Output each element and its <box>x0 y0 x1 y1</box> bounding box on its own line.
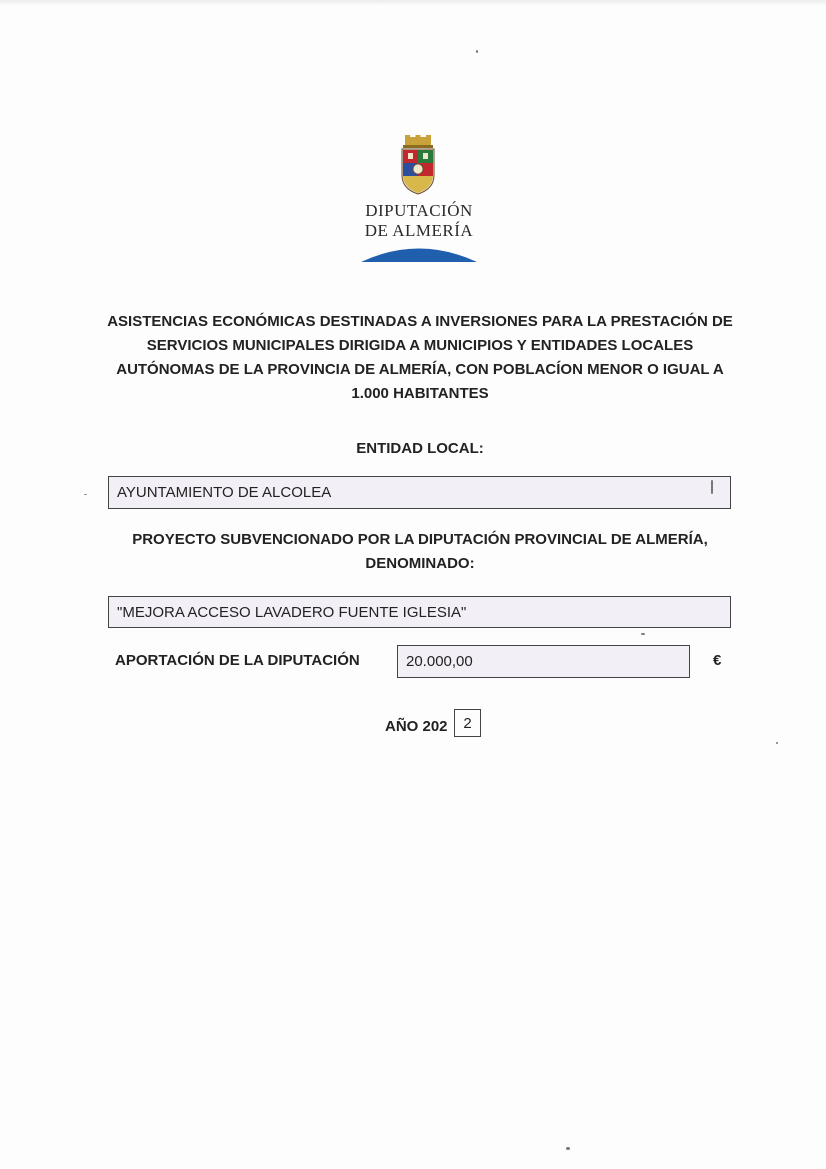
entidad-label: ENTIDAD LOCAL: <box>356 440 484 457</box>
proyecto-label <box>95 528 745 576</box>
title-line-4: 1.000 HABITANTES <box>351 385 489 402</box>
currency-symbol: € <box>713 652 722 669</box>
proyecto-label-line-2: DENOMINADO: <box>365 555 475 572</box>
scan-speck <box>84 494 87 495</box>
logo-text-line-2: DE ALMERÍA <box>364 221 474 240</box>
entidad-value: AYUNTAMIENTO DE ALCOLEA <box>117 484 332 501</box>
scan-speck <box>711 480 713 494</box>
logo-arc-icon <box>361 245 477 263</box>
proyecto-label-line-1: PROYECTO SUBVENCIONADO POR LA DIPUTACIÓN PROVINCIAL DE ALMERÍA, <box>132 531 708 548</box>
document-title <box>95 310 745 406</box>
diputacion-logo <box>349 135 489 265</box>
title-line-2: SERVICIOS MUNICIPALES DIRIGIDA A MUNICIPIOS Y ENTIDADES LOCALES <box>146 337 694 354</box>
anio-label: AÑO 202 <box>385 718 448 735</box>
title-line-3: AUTÓNOMAS DE LA PROVINCIA DE ALMERÍA, CON POBLACÍON MENOR O IGUAL A <box>116 361 724 378</box>
scan-speck <box>566 1147 570 1150</box>
scan-speck <box>776 742 778 744</box>
aportacion-field[interactable] <box>397 645 690 678</box>
logo-text-line-1: DIPUTACIÓN <box>365 201 473 220</box>
aportacion-value: 20.000,00 <box>406 653 473 670</box>
title-line-1: ASISTENCIAS ECONÓMICAS DESTINADAS A INVERSIONES PARA LA PRESTACIÓN DE <box>107 313 733 330</box>
proyecto-field[interactable] <box>108 596 731 628</box>
scan-speck <box>641 633 645 635</box>
anio-digit-field[interactable] <box>454 709 481 737</box>
entidad-field[interactable] <box>108 476 731 509</box>
coat-of-arms-icon <box>399 135 437 195</box>
scan-edge-shadow <box>0 0 826 6</box>
scan-speck <box>476 50 478 53</box>
aportacion-label: APORTACIÓN DE LA DIPUTACIÓN <box>115 652 360 669</box>
proyecto-value: "MEJORA ACCESO LAVADERO FUENTE IGLESIA" <box>117 603 467 621</box>
anio-digit-value: 2 <box>463 714 472 732</box>
